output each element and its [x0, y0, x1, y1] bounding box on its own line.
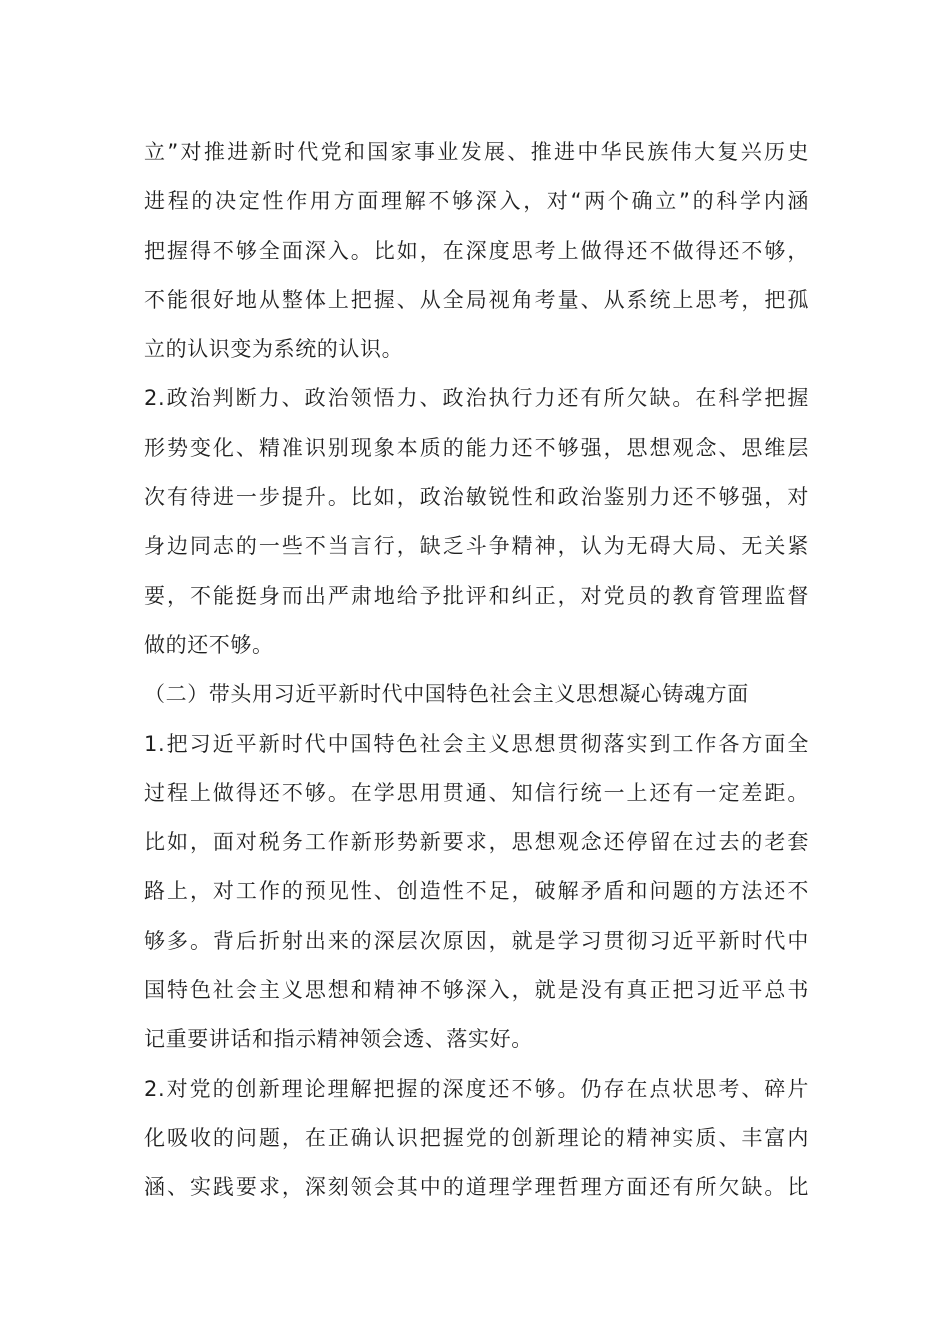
text-line: 身边同志的一些不当言行，缺乏斗争精神，认为无碍大局、无关紧 [144, 534, 809, 559]
text-line: 够多。背后折射出来的深层次原因，就是学习贯彻习近平新时代中 [144, 928, 809, 953]
text-line: 路上，对工作的预见性、创造性不足，破解矛盾和问题的方法还不 [144, 879, 809, 904]
section-heading: （二）带头用习近平新时代中国特色社会主义思想凝心铸魂方面 [144, 682, 749, 707]
text-line: 过程上做得还不够。在学思用贯通、知信行统一上还有一定差距。 [144, 780, 809, 805]
text-line: 国特色社会主义思想和精神不够深入，就是没有真正把习近平总书 [144, 978, 809, 1003]
text-line: 记重要讲话和指示精神领会透、落实好。 [144, 1027, 533, 1052]
text-line: 做的还不够。 [144, 632, 274, 657]
text-line: 把握得不够全面深入。比如，在深度思考上做得还不做得还不够， [144, 238, 809, 263]
text-line: 比如，面对税务工作新形势新要求，思想观念还停留在过去的老套 [144, 830, 809, 855]
text-line: 次有待进一步提升。比如，政治敏锐性和政治鉴别力还不够强，对 [144, 485, 809, 510]
body-text [144, 128, 809, 1213]
text-line: 涵、实践要求，深刻领会其中的道理学理哲理方面还有所欠缺。比 [144, 1175, 809, 1200]
text-line: 化吸收的问题，在正确认识把握党的创新理论的精神实质、丰富内 [144, 1125, 809, 1150]
text-line: 2.对党的创新理论理解把握的深度还不够。仍存在点状思考、碎片 [144, 1076, 809, 1101]
text-line: 2.政治判断力、政治领悟力、政治执行力还有所欠缺。在科学把握 [144, 386, 809, 411]
text-line: 立的认识变为系统的认识。 [144, 337, 404, 362]
text-line: 形势变化、精准识别现象本质的能力还不够强，思想观念、思维层 [144, 435, 809, 460]
text-line: 进程的决定性作用方面理解不够深入，对“两个确立”的科学内涵 [144, 189, 809, 214]
text-line: 1.把习近平新时代中国特色社会主义思想贯彻落实到工作各方面全 [144, 731, 809, 756]
text-line: 要，不能挺身而出严肃地给予批评和纠正，对党员的教育管理监督 [144, 583, 809, 608]
text-line: 不能很好地从整体上把握、从全局视角考量、从系统上思考，把孤 [144, 287, 809, 312]
text-line: 立”对推进新时代党和国家事业发展、推进中华民族伟大复兴历史 [144, 140, 809, 164]
